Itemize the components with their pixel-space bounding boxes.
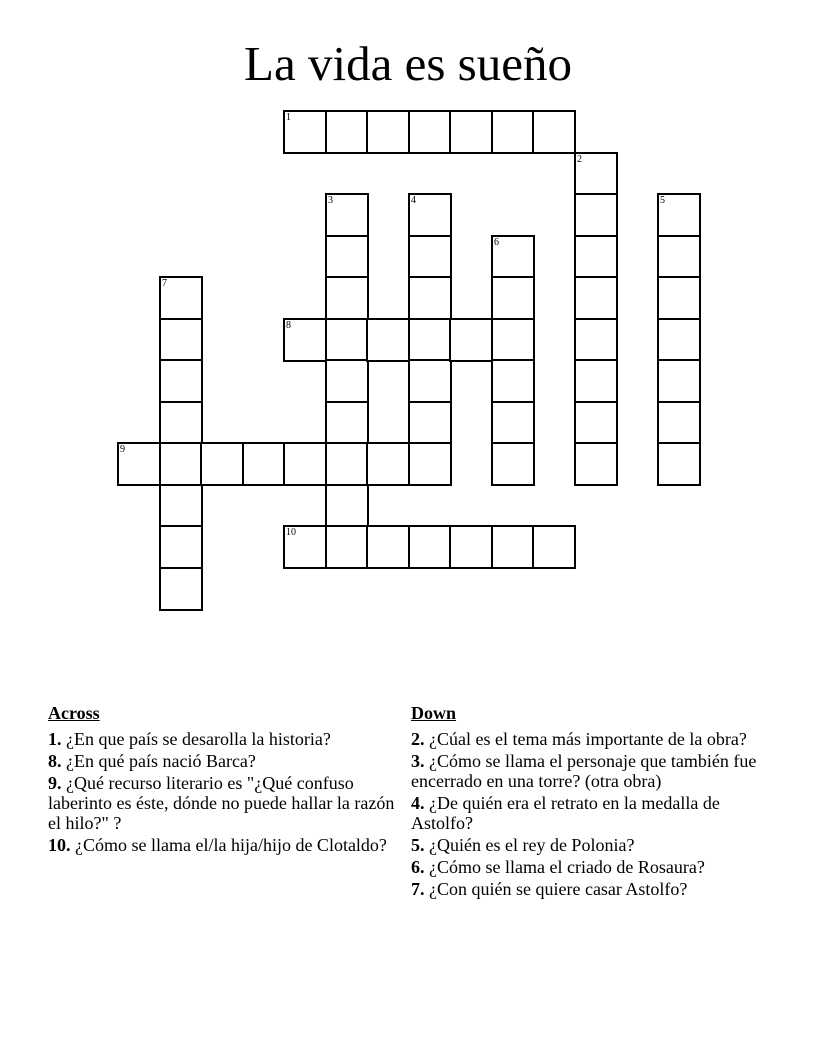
crossword-cell[interactable] <box>491 442 535 486</box>
cell-number: 10 <box>286 527 296 538</box>
crossword-cell[interactable] <box>159 484 203 528</box>
cell-number: 7 <box>162 278 167 289</box>
crossword-cell[interactable] <box>117 442 161 486</box>
crossword-cell[interactable] <box>657 401 701 445</box>
crossword-cell[interactable] <box>408 318 452 362</box>
cell-number: 8 <box>286 320 291 331</box>
down-clue-6 <box>411 857 766 877</box>
crossword-cell[interactable] <box>491 318 535 362</box>
clue-text: ¿Con quién se quiere casar Astolfo? <box>429 879 688 899</box>
crossword-cell[interactable] <box>283 525 327 569</box>
crossword-cell[interactable] <box>532 110 576 154</box>
crossword-cell[interactable] <box>491 525 535 569</box>
cell-number: 6 <box>494 237 499 248</box>
crossword-cell[interactable] <box>657 359 701 403</box>
crossword-cell[interactable] <box>408 110 452 154</box>
clue-text: ¿En que país se desarolla la historia? <box>66 729 331 749</box>
down-clue-7 <box>411 879 766 899</box>
crossword-cell[interactable] <box>159 318 203 362</box>
across-clue-1 <box>48 729 408 749</box>
crossword-cell[interactable] <box>657 193 701 237</box>
crossword-cell[interactable] <box>408 442 452 486</box>
crossword-cell[interactable] <box>325 359 369 403</box>
crossword-cell[interactable] <box>325 235 369 279</box>
crossword-cell[interactable] <box>159 525 203 569</box>
crossword-cell[interactable] <box>408 276 452 320</box>
crossword-cell[interactable] <box>325 442 369 486</box>
crossword-cell[interactable] <box>491 276 535 320</box>
crossword-cell[interactable] <box>491 110 535 154</box>
crossword-cell[interactable] <box>159 276 203 320</box>
crossword-cell[interactable] <box>325 525 369 569</box>
clue-text: ¿Quién es el rey de Polonia? <box>429 835 635 855</box>
clue-number: 10. <box>48 835 71 855</box>
crossword-cell[interactable] <box>325 110 369 154</box>
clue-number: 8. <box>48 751 62 771</box>
crossword-cell[interactable] <box>449 110 493 154</box>
crossword-cell[interactable] <box>283 318 327 362</box>
cell-number: 3 <box>328 195 333 206</box>
down-heading: Down <box>411 703 457 723</box>
crossword-cell[interactable] <box>408 525 452 569</box>
crossword-cell[interactable] <box>408 193 452 237</box>
crossword-cell[interactable] <box>657 276 701 320</box>
across-clues <box>48 703 408 857</box>
crossword-cell[interactable] <box>200 442 244 486</box>
clue-number: 2. <box>411 729 425 749</box>
crossword-cell[interactable] <box>325 193 369 237</box>
clue-text: ¿Cómo se llama el criado de Rosaura? <box>429 857 705 877</box>
clue-number: 6. <box>411 857 425 877</box>
crossword-cell[interactable] <box>325 318 369 362</box>
down-clue-5 <box>411 835 766 855</box>
crossword-cell[interactable] <box>366 442 410 486</box>
crossword-cell[interactable] <box>408 359 452 403</box>
across-clue-list <box>48 729 408 855</box>
crossword-cell[interactable] <box>449 525 493 569</box>
crossword-cell[interactable] <box>574 401 618 445</box>
crossword-cell[interactable] <box>159 442 203 486</box>
crossword-cell[interactable] <box>242 442 286 486</box>
clue-number: 4. <box>411 793 425 813</box>
crossword-cell[interactable] <box>574 193 618 237</box>
clue-number: 9. <box>48 773 62 793</box>
clue-text: ¿Cómo se llama el personaje que también fue encerrado en una torre? (otra obra) <box>411 751 757 791</box>
down-clue-4 <box>411 793 766 833</box>
crossword-cell[interactable] <box>574 359 618 403</box>
crossword-cell[interactable] <box>574 442 618 486</box>
across-clue-8 <box>48 751 408 771</box>
crossword-cell[interactable] <box>408 235 452 279</box>
crossword-cell[interactable] <box>283 110 327 154</box>
crossword-cell[interactable] <box>491 359 535 403</box>
cell-number: 2 <box>577 154 582 165</box>
crossword-cell[interactable] <box>159 401 203 445</box>
crossword-cell[interactable] <box>325 484 369 528</box>
crossword-cell[interactable] <box>574 318 618 362</box>
crossword-cell[interactable] <box>574 152 618 196</box>
crossword-cell[interactable] <box>325 401 369 445</box>
cell-number: 9 <box>120 444 125 455</box>
clue-text: ¿Cómo se llama el/la hija/hijo de Clotaldo? <box>75 835 387 855</box>
clue-number: 7. <box>411 879 425 899</box>
cell-number: 4 <box>411 195 416 206</box>
crossword-cell[interactable] <box>366 318 410 362</box>
crossword-cell[interactable] <box>657 442 701 486</box>
down-clue-2 <box>411 729 766 749</box>
crossword-cell[interactable] <box>159 567 203 611</box>
crossword-cell[interactable] <box>283 442 327 486</box>
clue-text: ¿De quién era el retrato en la medalla de Astolfo? <box>411 793 720 833</box>
crossword-cell[interactable] <box>491 401 535 445</box>
across-heading: Across <box>48 703 100 723</box>
crossword-cell[interactable] <box>657 318 701 362</box>
clue-number: 3. <box>411 751 425 771</box>
cell-number: 1 <box>286 112 291 123</box>
crossword-cell[interactable] <box>449 318 493 362</box>
clue-text: ¿En qué país nació Barca? <box>66 751 256 771</box>
down-clue-3 <box>411 751 766 791</box>
crossword-cell[interactable] <box>366 110 410 154</box>
crossword-cell[interactable] <box>532 525 576 569</box>
cell-number: 5 <box>660 195 665 206</box>
crossword-cell[interactable] <box>491 235 535 279</box>
down-clues <box>411 703 766 901</box>
crossword-cell[interactable] <box>159 359 203 403</box>
down-clue-list <box>411 729 766 899</box>
clue-number: 5. <box>411 835 425 855</box>
page-title: La vida es sueño <box>244 36 572 91</box>
crossword-cell[interactable] <box>574 235 618 279</box>
crossword-cell[interactable] <box>325 276 369 320</box>
crossword-cell[interactable] <box>574 276 618 320</box>
across-clue-9 <box>48 773 408 833</box>
clue-text: ¿Qué recurso literario es "¿Qué confuso laberinto es éste, dónde no puede hallar la razón el hilo?" ? <box>48 773 395 833</box>
crossword-cell[interactable] <box>366 525 410 569</box>
crossword-cell[interactable] <box>657 235 701 279</box>
crossword-cell[interactable] <box>408 401 452 445</box>
clue-number: 1. <box>48 729 62 749</box>
clue-text: ¿Cúal es el tema más importante de la obra? <box>429 729 747 749</box>
across-clue-10 <box>48 835 408 855</box>
